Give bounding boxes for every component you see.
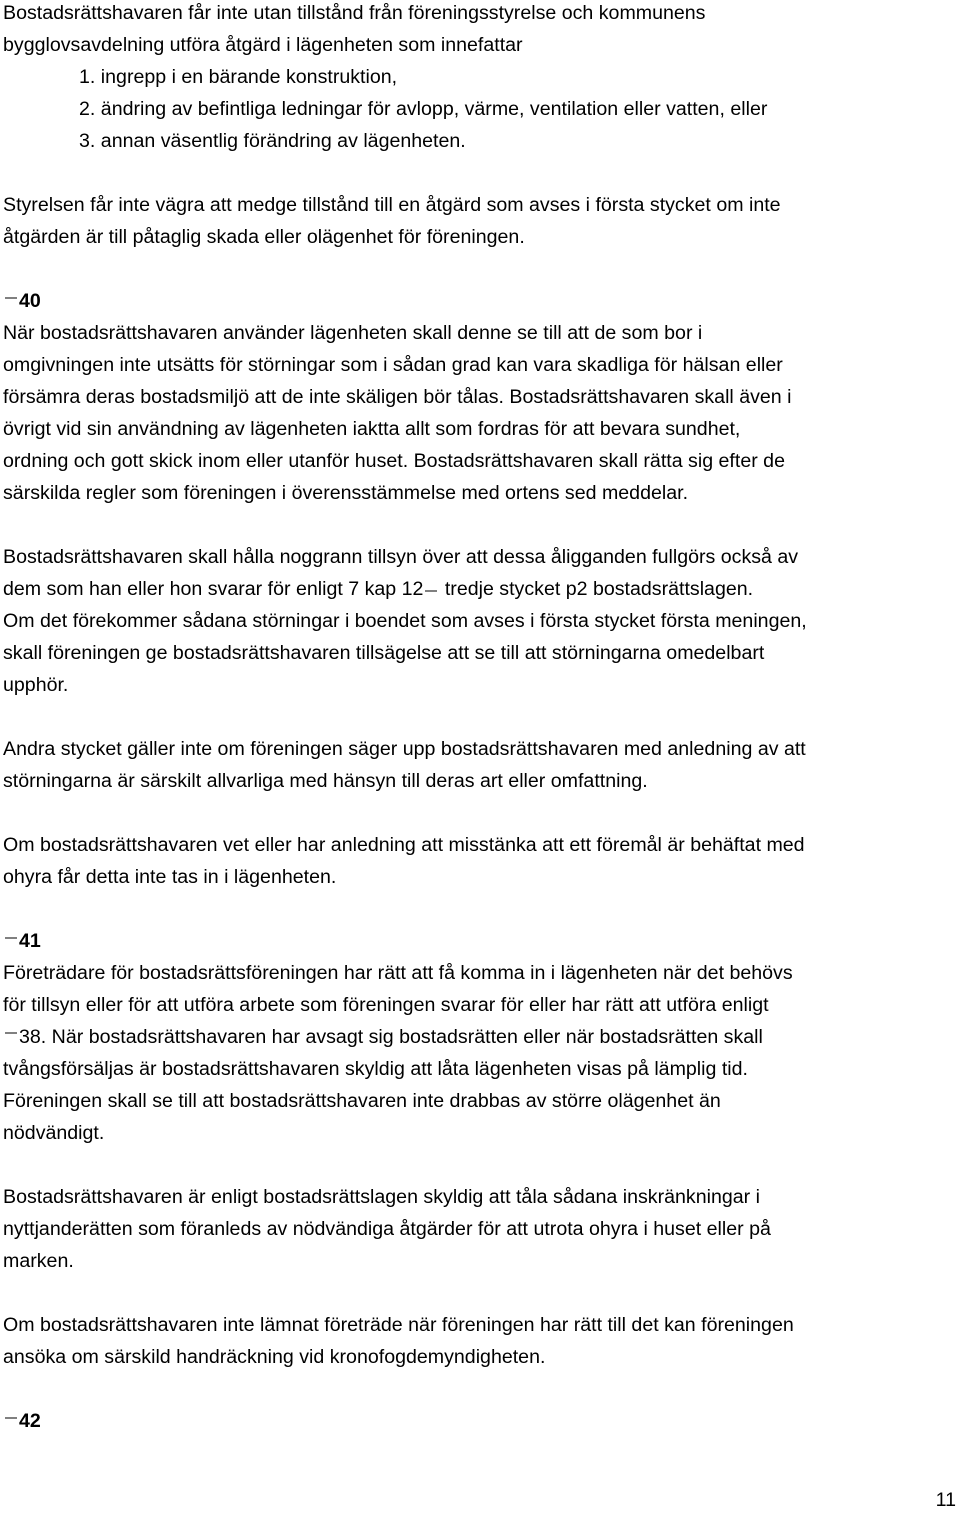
paragraph-line: för tillsyn eller för att utföra arbete som föreningen svarar för eller har rätt att utföra enligt xyxy=(3,994,769,1016)
section-40-paragraph-4 xyxy=(3,829,958,893)
paragraph-line: Om bostadsrättshavaren vet eller har anledning att misstänka att ett föremål är behäftat med xyxy=(3,834,805,856)
document-page xyxy=(3,0,958,1437)
section-41-paragraph-2 xyxy=(3,1181,958,1277)
paragraph-line: Bostadsrättshavaren skall hålla noggrann tillsyn över att dessa åligganden fullgörs också av xyxy=(3,546,799,568)
list-text: annan väsentlig förändring av lägenheten. xyxy=(100,130,466,152)
paragraph-line: störningarna är särskilt allvarliga med hänsyn till deras art eller omfattning. xyxy=(3,770,648,792)
paragraph-line: särskilda regler som föreningen i överensstämmelse med ortens sed meddelar. xyxy=(3,482,689,504)
intro-paragraph xyxy=(3,0,958,61)
paragraph-line: dem som han eller hon svarar för enligt 7 kap 12 xyxy=(3,578,424,600)
section-sign-icon xyxy=(3,1405,19,1427)
paragraph-line: Styrelsen får inte vägra att medge tillstånd till en åtgärd som avses i första stycket om inte xyxy=(3,194,781,216)
list-item xyxy=(3,125,958,157)
paragraph-line: skall föreningen ge bostadsrättshavaren tillsägelse att se till att störningarna omedelbart xyxy=(3,642,765,664)
section-number: 40 xyxy=(19,290,41,312)
section-40-paragraph-3 xyxy=(3,733,958,797)
list-text: ingrepp i en bärande konstruktion, xyxy=(100,66,398,88)
paragraph-line: nödvändigt. xyxy=(3,1122,105,1144)
list-item xyxy=(3,93,958,125)
section-heading-41 xyxy=(3,925,958,957)
section-41-paragraph-3 xyxy=(3,1309,958,1373)
section-sign-icon xyxy=(3,285,19,307)
paragraph-line: tvångsförsäljas är bostadsrättshavaren skyldig att låta lägenheten visas på lämplig tid. xyxy=(3,1058,748,1080)
paragraph-line: upphör. xyxy=(3,674,69,696)
intro-line: bygglovsavdelning utföra åtgärd i lägenheten som innefattar xyxy=(3,34,523,56)
paragraph-line: ansöka om särskild handräckning vid kronofogdemyndigheten. xyxy=(3,1346,546,1368)
section-40-paragraph-2 xyxy=(3,541,958,701)
paragraph-line: Bostadsrättshavaren är enligt bostadsrättslagen skyldig att tåla sådana inskränkningar i xyxy=(3,1186,760,1208)
section-40-paragraph-1 xyxy=(3,317,958,509)
list-number: 1. xyxy=(79,66,96,88)
section-sign-icon xyxy=(3,1026,19,1046)
section-41-paragraph-1 xyxy=(3,957,958,1149)
paragraph-line: marken. xyxy=(3,1250,74,1272)
requirements-list xyxy=(3,61,958,157)
paragraph-line: åtgärden är till påtaglig skada eller olägenhet för föreningen. xyxy=(3,226,525,248)
paragraph-line: försämra deras bostadsmiljö att de inte skäligen bör tålas. Bostadsrättshavaren skall även i xyxy=(3,386,792,408)
list-number: 3. xyxy=(79,130,96,152)
paragraph-line: Föreningen skall se till att bostadsrättshavaren inte drabbas av större olägenhet än xyxy=(3,1090,721,1112)
section-number: 42 xyxy=(19,1410,41,1432)
section-number: 41 xyxy=(19,930,41,952)
list-item xyxy=(3,61,958,93)
paragraph-line: tredje stycket p2 bostadsrättslagen. xyxy=(439,578,754,600)
list-number: 2. xyxy=(79,98,96,120)
paragraph-line: Andra stycket gäller inte om föreningen säger upp bostadsrättshavaren med anledning av att xyxy=(3,738,806,760)
paragraph-line: Om det förekommer sådana störningar i boendet som avses i första stycket första meningen, xyxy=(3,610,807,632)
paragraph-line: ohyra får detta inte tas in i lägenheten. xyxy=(3,866,337,888)
section-heading-42 xyxy=(3,1405,958,1437)
paragraph-line: omgivningen inte utsätts för störningar som i sådan grad kan vara skadliga för hälsan eller xyxy=(3,354,783,376)
section-sign-icon xyxy=(423,578,439,598)
intro-line: Bostadsrättshavaren får inte utan tillstånd från föreningsstyrelse och kommunens xyxy=(3,2,706,24)
list-text: ändring av befintliga ledningar för avlopp, värme, ventilation eller vatten, eller xyxy=(100,98,768,120)
paragraph-line: övrigt vid sin användning av lägenheten iaktta allt som fordras för att bevara sundhet, xyxy=(3,418,741,440)
styrelsen-paragraph xyxy=(3,189,958,253)
paragraph-line: Om bostadsrättshavaren inte lämnat företräde när föreningen har rätt till det kan föreningen xyxy=(3,1314,794,1336)
paragraph-line: Företrädare för bostadsrättsföreningen har rätt att få komma in i lägenheten när det behövs xyxy=(3,962,793,984)
paragraph-line: ordning och gott skick inom eller utanför huset. Bostadsrättshavaren skall rätta sig efter de xyxy=(3,450,785,472)
page-number: 11 xyxy=(935,1489,956,1511)
paragraph-line: 38. När bostadsrättshavaren har avsagt sig bostadsrätten eller när bostadsrätten skall xyxy=(19,1026,763,1048)
section-heading-40 xyxy=(3,285,958,317)
paragraph-line: När bostadsrättshavaren använder lägenheten skall denne se till att de som bor i xyxy=(3,322,703,344)
section-sign-icon xyxy=(3,925,19,947)
paragraph-line: nyttjanderätten som föranleds av nödvändiga åtgärder för att utrota ohyra i huset eller på xyxy=(3,1218,771,1240)
